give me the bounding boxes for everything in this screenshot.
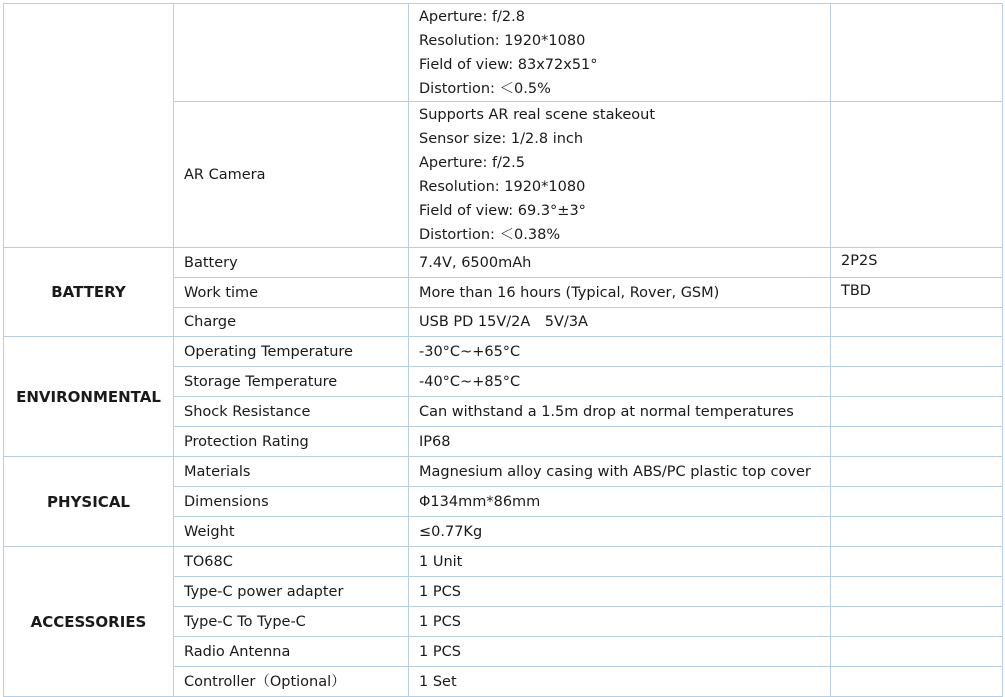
note-cell: [831, 667, 1003, 697]
spec-line: Field of view: 83x72x51°: [419, 57, 598, 73]
spec-line: Aperture: f/2.8: [419, 9, 525, 25]
spec-value: Can withstand a 1.5m drop at normal temperatures: [409, 397, 831, 427]
spec-line: Supports AR real scene stakeout: [419, 107, 656, 123]
spec-value: ≤0.77Kg: [409, 517, 831, 547]
spec-value: 1 PCS: [409, 607, 831, 637]
table-row: [4, 547, 1003, 577]
section-heading-environmental: ENVIRONMENTAL: [4, 337, 174, 457]
note-cell: [831, 457, 1003, 487]
table-row: [4, 4, 1003, 102]
spec-value: USB PD 15V/2A 5V/3A: [409, 308, 831, 337]
note-cell: [831, 547, 1003, 577]
spec-label-cell: [174, 4, 409, 102]
note-cell: [831, 487, 1003, 517]
spec-note: TBD: [831, 278, 1003, 308]
note-cell: [831, 4, 1003, 102]
note-cell: [831, 607, 1003, 637]
spec-label: Protection Rating: [174, 427, 409, 457]
note-cell: [831, 337, 1003, 367]
note-cell: [831, 577, 1003, 607]
spec-label: Storage Temperature: [174, 367, 409, 397]
spec-line: Resolution: 1920*1080: [419, 179, 586, 195]
spec-value-cell: [409, 4, 831, 102]
spec-line: Distortion: ＜0.38%: [419, 227, 561, 243]
spec-value: 7.4V, 6500mAh: [409, 248, 831, 278]
table-row: [4, 248, 1003, 278]
note-cell: [831, 367, 1003, 397]
spec-value: 1 Unit: [409, 547, 831, 577]
spec-label: Charge: [174, 308, 409, 337]
spec-value: -40°C~+85°C: [409, 367, 831, 397]
spec-value: -30°C~+65°C: [409, 337, 831, 367]
spec-value: More than 16 hours (Typical, Rover, GSM): [409, 278, 831, 308]
spec-label: TO68C: [174, 547, 409, 577]
table-row: [4, 337, 1003, 367]
section-cell-empty: [4, 4, 174, 248]
spec-value: 1 PCS: [409, 637, 831, 667]
spec-label: Work time: [174, 278, 409, 308]
spec-label: Operating Temperature: [174, 337, 409, 367]
spec-label: Type-C power adapter: [174, 577, 409, 607]
table-row: [4, 457, 1003, 487]
spec-label: Radio Antenna: [174, 637, 409, 667]
spec-note: 2P2S: [831, 248, 1003, 278]
spec-line: Distortion: ＜0.5%: [419, 81, 551, 97]
spec-label: AR Camera: [174, 102, 409, 248]
spec-label: Battery: [174, 248, 409, 278]
spec-line: Resolution: 1920*1080: [419, 33, 586, 49]
spec-value: IP68: [409, 427, 831, 457]
spec-label: Weight: [174, 517, 409, 547]
spec-value: 1 Set: [409, 667, 831, 697]
section-heading-physical: PHYSICAL: [4, 457, 174, 547]
spec-table: [3, 3, 1003, 697]
note-cell: [831, 397, 1003, 427]
note-cell: [831, 427, 1003, 457]
section-heading-battery: BATTERY: [4, 248, 174, 337]
spec-label: Shock Resistance: [174, 397, 409, 427]
spec-value-cell: [409, 102, 831, 248]
spec-line: Aperture: f/2.5: [419, 155, 525, 171]
spec-line: Field of view: 69.3°±3°: [419, 203, 586, 219]
spec-value: Φ134mm*86mm: [409, 487, 831, 517]
section-heading-accessories: ACCESSORIES: [4, 547, 174, 697]
note-cell: [831, 102, 1003, 248]
note-cell: [831, 517, 1003, 547]
spec-value: 1 PCS: [409, 577, 831, 607]
note-cell: [831, 637, 1003, 667]
spec-label: Materials: [174, 457, 409, 487]
spec-value: Magnesium alloy casing with ABS/PC plastic top cover: [409, 457, 831, 487]
spec-line: Sensor size: 1/2.8 inch: [419, 131, 584, 147]
spec-label: Controller（Optional）: [174, 667, 409, 697]
spec-label: Dimensions: [174, 487, 409, 517]
spec-label: Type-C To Type-C: [174, 607, 409, 637]
spec-note: [831, 308, 1003, 337]
